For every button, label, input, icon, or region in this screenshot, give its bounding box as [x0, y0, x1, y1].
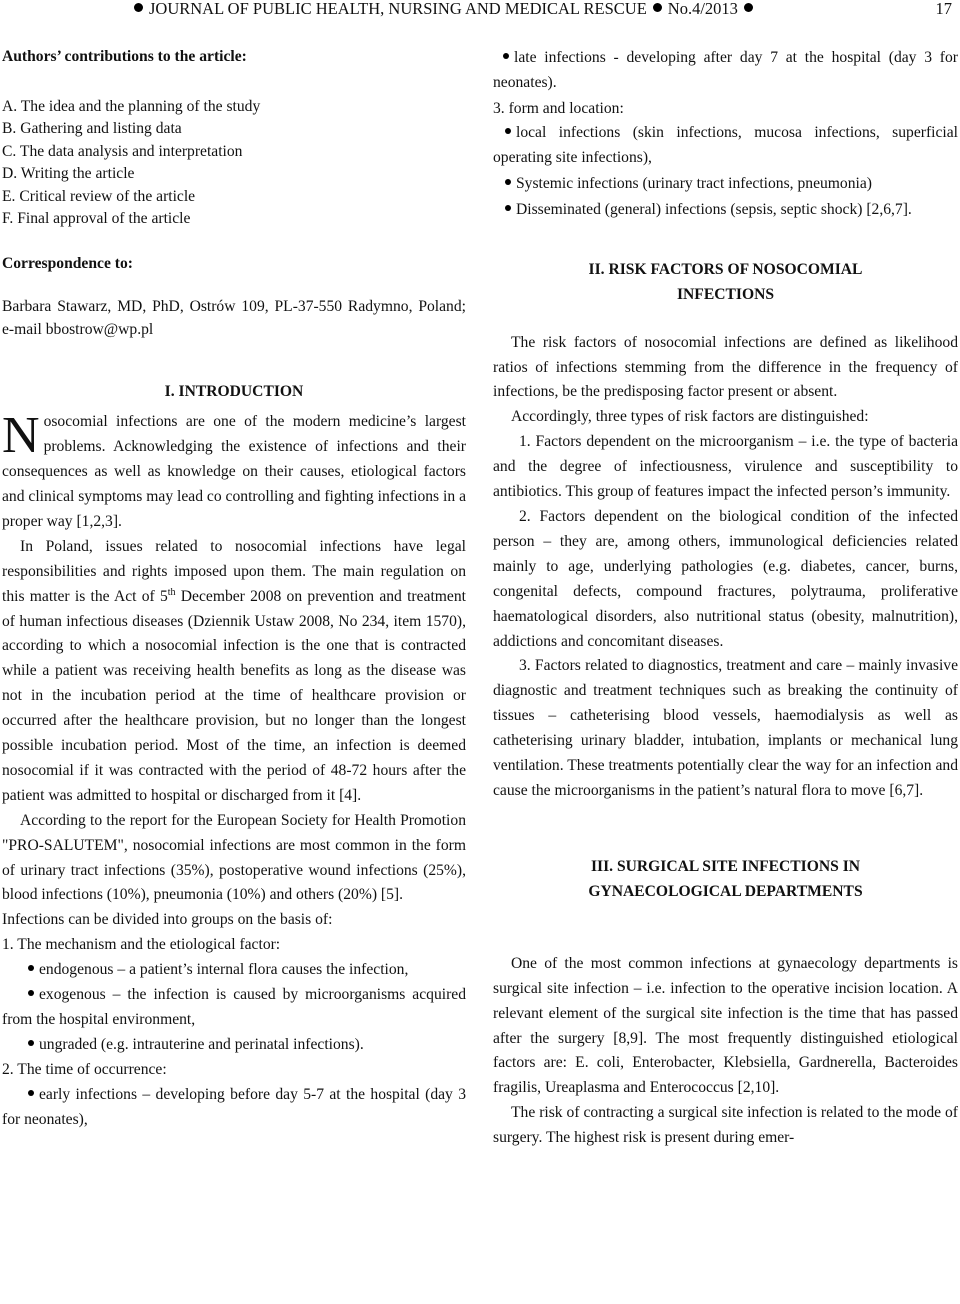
list-item: F. Final approval of the article: [2, 209, 191, 227]
bullet-icon: [505, 179, 511, 185]
bullet-icon: [28, 1090, 34, 1096]
surgical-paragraph-1: One of the most common infections at gynaecology departments is surgical site infection – i.e. infection to the operative incision location. A relevant element of the surgical site infection is the time that has passed after the surgery [8,9]. The most frequently distinguished etiological factors are: E. coli, Enterobacter, Klebsiella, Gardnerella, Bacteroides fragilis, Ureaplasma and Enterococcus [2,10].: [493, 954, 958, 1097]
bullet-icon: [28, 965, 34, 971]
list-item: D. Writing the article: [2, 165, 135, 183]
bullet-icon: [28, 1040, 34, 1046]
list-item: B. Gathering and listing data: [2, 120, 182, 138]
bullet-icon: [134, 3, 143, 12]
list-item: Systemic infections (urinary tract infections, pneumonia): [493, 171, 958, 197]
left-column: [2, 45, 466, 1133]
list-item: E. Critical review of the article: [2, 187, 196, 205]
issue-number: No.4/2013: [667, 0, 738, 18]
list-item: endogenous – a patient’s internal flora causes the infection,: [2, 958, 466, 983]
list-item: early infections – developing before day 5-7 at the hospital (day 3 for neonates),: [2, 1085, 466, 1128]
intro-paragraph-4: Infections can be divided into groups on the basis of:: [2, 911, 333, 929]
section-heading-risk-factors-line-1: II. RISK FACTORS OF NOSOCOMIAL: [588, 260, 863, 278]
group-2-title: 2. The time of occurrence:: [2, 1060, 167, 1078]
bullet-icon: [744, 3, 753, 12]
drop-cap: N: [2, 407, 40, 465]
risk-paragraph-1: The risk factors of nosocomial infections are defined as likelihood ratios of infections stemming from the difference in the frequency of infections, be the predisposing factor present or absent.: [493, 333, 958, 401]
list-item: late infections - developing after day 7 at the hospital (day 3 for neonates).: [493, 49, 958, 91]
intro-paragraph-1: N osocomial infections are one of the modern medicine’s largest problems. Acknowledging the existence of infections and their consequences as well as knowledge on their causes, etiological factors and clinical symptoms may lead co controlling and fighting infections in a proper way [1,2,3].: [2, 407, 466, 530]
bullet-icon: [653, 3, 662, 12]
contributions-title: Authors’ contributions to the article:: [2, 48, 247, 65]
group-3-title: 3. form and location:: [493, 99, 624, 117]
list-item: exogenous – the infection is caused by microorganisms acquired from the hospital environment,: [2, 986, 466, 1028]
contributions-list: [2, 96, 466, 230]
correspondence-title: Correspondence to:: [2, 255, 133, 273]
risk-paragraph-2: Accordingly, three types of risk factors are distinguished:: [511, 408, 869, 426]
bullet-icon: [28, 990, 34, 996]
intro-paragraph-2: In Poland, issues related to nosocomial infections have legal responsibilities and rights imposed upon them. The main regulation on this matter is the Act of 5th December 2008 on prevention and treatment of human infectious diseases (Dziennik Ustaw 2008, No 234, item 1570), according to which a nosocomial infection is the one that is contracted while a patient was receiving health benefits as long as the disease was not in the incubation period at the time of healthcare provision or occurred after the healthcare provision, but no longer than the longest possible incubation period. Most of the time, an infection is deemed nosocomial if it was contracted with the period of 48-72 hours after the patient was admitted to hospital or discharged from it [4].: [2, 537, 466, 804]
section-heading-surgical-line-2: GYNAECOLOGICAL DEPARTMENTS: [588, 882, 863, 900]
journal-title: JOURNAL OF PUBLIC HEALTH, NURSING AND MEDICAL RESCUE No.4/2013: [128, 0, 759, 19]
list-item: A. The idea and the planning of the study: [2, 97, 261, 115]
section-heading-risk-factors-line-2: INFECTIONS: [676, 285, 775, 303]
bullet-icon: [505, 205, 511, 211]
bullet-icon: [505, 128, 511, 134]
section-heading-surgical-line-1: III. SURGICAL SITE INFECTIONS IN: [590, 857, 861, 875]
bullet-icon: [503, 53, 509, 59]
risk-factor-2: 2. Factors dependent on the biological condition of the infected person – they are, among others, immunological deficiencies related mainly to age, underlying pathologies (e.g. diabetes, cancer, burns, congenital defects, compound fractures, polytrauma, proliferative haematological disorders, also nutritional status (obesity, malnutrition), addictions and concomitant diseases.: [493, 507, 958, 650]
surgical-paragraph-2: The risk of contracting a surgical site infection is related to the mode of surgery. The highest risk is present during emer-: [493, 1104, 958, 1147]
correspondence-text: Barbara Stawarz, MD, PhD, Ostrów 109, PL-37-550 Radymno, Poland; e-mail bbostrow@wp.pl: [2, 298, 466, 339]
list-item: local infections (skin infections, mucosa infections, superficial operating site infections),: [493, 123, 958, 166]
risk-factor-3: 3. Factors related to diagnostics, treatment and care – mainly invasive diagnostic and treatment techniques such as breaking the continuity of tissues – catheterising blood vessels, haemodialysis as well as catheterising urinary bladder, intubation, implants or mechanical lung ventilation. These treatments potentially clear the way for an infection and cause the microorganisms in the patient’s natural flora to move [6,7].: [493, 657, 958, 799]
group-1-title: 1. The mechanism and the etiological factor:: [2, 936, 281, 954]
running-header: [0, 0, 960, 22]
list-item: ungraded (e.g. intrauterine and perinatal infections).: [2, 1033, 466, 1058]
list-item: Disseminated (general) infections (sepsis, septic shock) [2,6,7].: [493, 197, 958, 223]
page-number: 17: [935, 0, 952, 18]
list-item: C. The data analysis and interpretation: [2, 142, 243, 160]
right-column: [493, 46, 958, 1151]
section-heading-introduction: I. INTRODUCTION: [164, 383, 304, 401]
intro-paragraph-3: According to the report for the European Society for Health Promotion "PRO-SALUTEM", nosocomial infections are most common in the form of urinary tract infections (35%), postoperative wound infections (25%), blood infections (10%), pneumonia (10%) and others (20%) [5].: [2, 811, 466, 904]
risk-factor-1: 1. Factors dependent on the microorganism – i.e. the type of bacteria and the degree of infectiousness, virulence and susceptibility to antibiotics. This group of features impact the infected person’s immunity.: [493, 433, 958, 501]
